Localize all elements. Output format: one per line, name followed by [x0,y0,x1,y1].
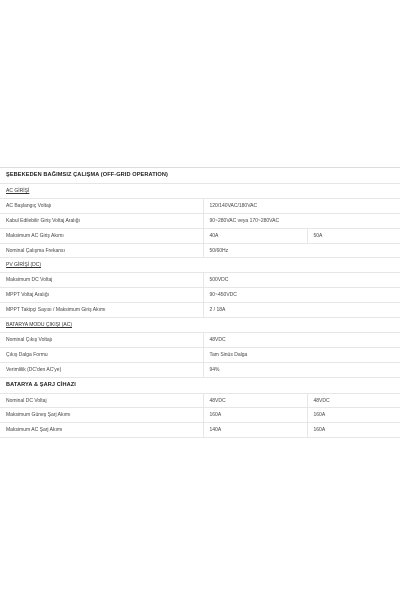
row-label: Maksimum DC Voltaj [0,273,203,288]
subsection-title-battery-mode: BATARYA MODU ÇIKIŞI (AC) [0,318,203,333]
row-value: 50/60Hz [203,243,400,258]
table-row [0,408,400,423]
table-row [0,362,400,377]
table-row [0,347,400,362]
row-value: 48VDC [203,332,400,347]
subsection-title-ac-input: AC GİRİŞİ [0,184,203,199]
row-label: Nominal Çalışma Frekansı [0,243,203,258]
table-row [0,273,400,288]
row-value: 90~280VAC veya 170~280VAC [203,213,400,228]
row-value-b: 160A [307,423,400,438]
row-value-b: 160A [307,408,400,423]
row-label: Verimlilik (DC'den AC'ye) [0,362,203,377]
row-label: Çıkış Dalga Formu [0,347,203,362]
section-row-offgrid [0,168,400,184]
row-label: Maksimum AC Şarj Akımı [0,423,203,438]
specifications-table [0,167,400,438]
row-value-a: 160A [203,408,307,423]
subsection-row-battery-mode [0,318,400,333]
row-value: 500VDC [203,273,400,288]
subsection-row-pv-input [0,258,400,273]
table-row [0,288,400,303]
row-label: Nominal DC Voltaj [0,393,203,408]
section-row-battery-charger [0,377,400,393]
row-value: 120/140VAC/180VAC [203,198,400,213]
table-row [0,243,400,258]
table-row [0,332,400,347]
row-value: 94% [203,362,400,377]
table-row [0,198,400,213]
row-value-b: 50A [307,228,400,243]
table-row [0,423,400,438]
row-label: MPPT Takipçi Sayısı / Maksimum Giriş Akımı [0,303,203,318]
section-title-offgrid: ŞEBEKEDEN BAĞIMSIZ ÇALIŞMA (OFF-GRID OPERATION) [0,168,400,184]
table-row [0,303,400,318]
table-row [0,213,400,228]
table-row [0,228,400,243]
row-label: AC Başlangıç Voltajı [0,198,203,213]
row-value-a: 48VDC [203,393,307,408]
row-value-a: 140A [203,423,307,438]
row-value: 90~450VDC [203,288,400,303]
subsection-title-pv-input: PV GİRİŞİ (DC) [0,258,203,273]
row-label: Nominal Çıkış Voltajı [0,332,203,347]
row-label: Maksimum Güneş Şarj Akımı [0,408,203,423]
subsection-row-ac-input [0,184,400,199]
row-label: Maksimum AC Giriş Akımı [0,228,203,243]
table-row [0,393,400,408]
row-label: Kabul Edilebilir Giriş Voltaj Aralığı [0,213,203,228]
row-value: Tam Sinüs Dalga [203,347,400,362]
row-value-a: 40A [203,228,307,243]
row-value: 2 / 18A [203,303,400,318]
row-value-b: 48VDC [307,393,400,408]
row-label: MPPT Voltaj Aralığı [0,288,203,303]
section-title-battery-charger: BATARYA & ŞARJ CİHAZI [0,377,400,393]
